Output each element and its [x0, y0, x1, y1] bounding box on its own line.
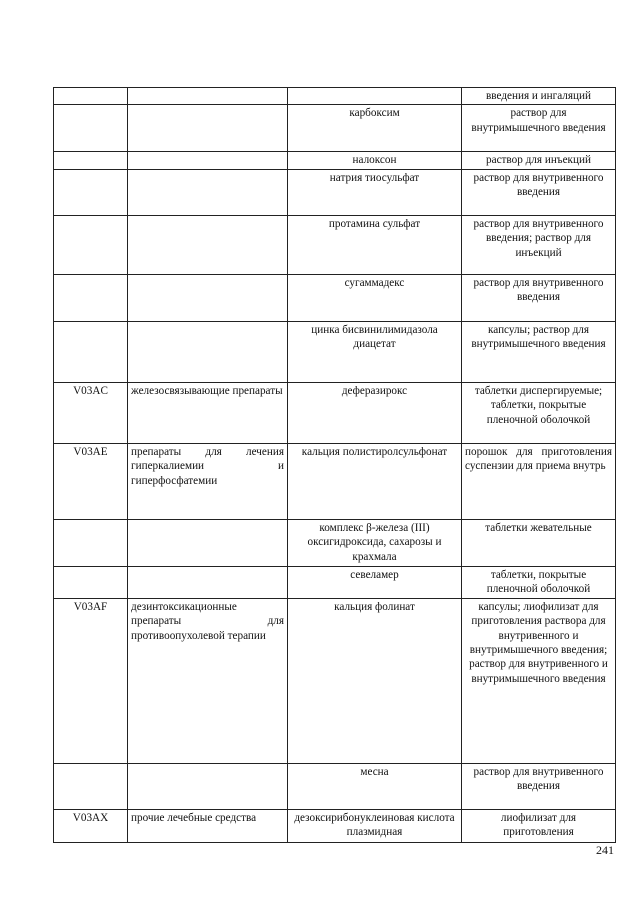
drug-name-cell: месна — [288, 763, 462, 809]
group-cell: прочие лечебные средства — [128, 809, 288, 842]
group-cell — [128, 519, 288, 566]
group-cell — [128, 169, 288, 215]
atc-code-cell — [54, 105, 128, 152]
group-cell — [128, 274, 288, 321]
atc-code-cell: V03AE — [54, 443, 128, 519]
drug-name-cell: сугаммадекс — [288, 274, 462, 321]
table-row — [54, 598, 616, 763]
table-row — [54, 566, 616, 598]
atc-code-cell: V03AF — [54, 598, 128, 763]
table-row — [54, 382, 616, 443]
drug-table — [53, 87, 616, 843]
dosage-form-cell: таблетки жевательные — [462, 519, 616, 566]
atc-code-cell — [54, 152, 128, 169]
dosage-form-cell: капсулы; раствор для внутримышечного введения — [462, 321, 616, 382]
atc-code-cell — [54, 88, 128, 105]
group-cell — [128, 215, 288, 274]
group-cell: дезинтоксикационные препараты для противоопухолевой терапии — [128, 598, 288, 763]
atc-code-cell — [54, 169, 128, 215]
drug-name-cell: кальция полистиролсульфонат — [288, 443, 462, 519]
group-cell: препараты для лечения гиперкалиемии и гиперфосфатемии — [128, 443, 288, 519]
atc-code-cell — [54, 215, 128, 274]
dosage-form-cell: раствор для внутривенного введения — [462, 169, 616, 215]
group-cell — [128, 152, 288, 169]
atc-code-cell — [54, 519, 128, 566]
group-cell — [128, 321, 288, 382]
dosage-form-cell: раствор для внутривенного введения — [462, 763, 616, 809]
atc-code-cell: V03AC — [54, 382, 128, 443]
drug-name-cell: натрия тиосульфат — [288, 169, 462, 215]
dosage-form-cell: раствор для внутривенного введения; раствор для инъекций — [462, 215, 616, 274]
group-cell — [128, 566, 288, 598]
drug-name-cell: протамина сульфат — [288, 215, 462, 274]
table-row — [54, 88, 616, 105]
dosage-form-cell: лиофилизат для приготовления — [462, 809, 616, 842]
atc-code-cell — [54, 566, 128, 598]
dosage-form-cell: таблетки диспергируемые; таблетки, покрытые пленочной оболочкой — [462, 382, 616, 443]
atc-code-cell — [54, 321, 128, 382]
table-row — [54, 105, 616, 152]
atc-code-cell — [54, 763, 128, 809]
drug-name-cell: кальция фолинат — [288, 598, 462, 763]
group-cell — [128, 105, 288, 152]
table-row — [54, 321, 616, 382]
atc-code-cell — [54, 274, 128, 321]
table-row — [54, 274, 616, 321]
atc-code-cell: V03AX — [54, 809, 128, 842]
table-row — [54, 763, 616, 809]
drug-name-cell: карбоксим — [288, 105, 462, 152]
table-row — [54, 152, 616, 169]
dosage-form-cell: таблетки, покрытые пленочной оболочкой — [462, 566, 616, 598]
dosage-form-cell: капсулы; лиофилизат для приготовления раствора для внутривенного и внутримышечного введения; раствор для внутривенного и внутримышечного введения — [462, 598, 616, 763]
group-cell: железосвязывающие препараты — [128, 382, 288, 443]
drug-name-cell: цинка бисвинилимидазола диацетат — [288, 321, 462, 382]
dosage-form-cell: раствор для внутривенного введения — [462, 274, 616, 321]
page-number: 241 — [596, 843, 614, 857]
drug-name-cell — [288, 88, 462, 105]
table-row — [54, 215, 616, 274]
table-row — [54, 169, 616, 215]
dosage-form-cell: порошок для приготовления суспензии для приема внутрь — [462, 443, 616, 519]
dosage-form-cell: введения и ингаляций — [462, 88, 616, 105]
drug-name-cell: севеламер — [288, 566, 462, 598]
drug-name-cell: дезоксирибонуклеиновая кислота плазмидная — [288, 809, 462, 842]
table-row — [54, 519, 616, 566]
dosage-form-cell: раствор для внутримышечного введения — [462, 105, 616, 152]
drug-name-cell: деферазирокс — [288, 382, 462, 443]
dosage-form-cell: раствор для инъекций — [462, 152, 616, 169]
table-row — [54, 443, 616, 519]
table-row — [54, 809, 616, 842]
group-cell — [128, 88, 288, 105]
drug-name-cell: комплекс β-железа (III) оксигидроксида, сахарозы и крахмала — [288, 519, 462, 566]
group-cell — [128, 763, 288, 809]
drug-name-cell: налоксон — [288, 152, 462, 169]
